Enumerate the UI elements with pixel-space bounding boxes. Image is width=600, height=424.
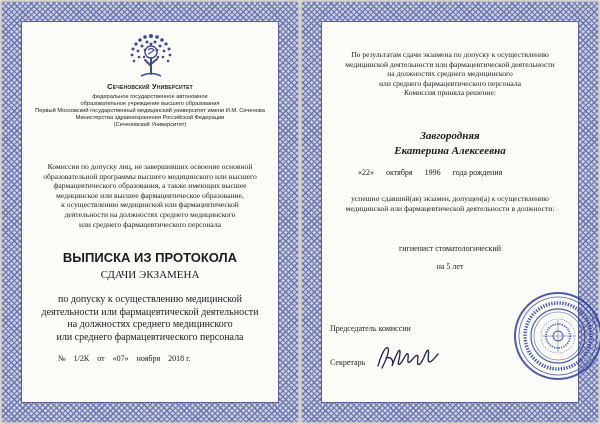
- holder-given-names: Екатерина Алексеевна: [394, 144, 506, 157]
- committee-line: образовательной программы высшего медицинского или высшего: [43, 171, 257, 181]
- protocol-number-label: №: [58, 354, 66, 363]
- holder-name: [322, 129, 578, 158]
- committee-line: к осуществлению медицинской или фармацевтической: [61, 200, 239, 210]
- purpose-line: или среднего фармацевтического персонала: [56, 331, 244, 343]
- purpose-line: деятельности или фармацевтической деятельности: [41, 306, 259, 318]
- exam-passed-statement: [322, 194, 578, 213]
- holder-surname: Завгородняя: [420, 130, 480, 142]
- admitted-position: гигиенист стоматологический: [398, 244, 502, 253]
- right-page: [302, 2, 598, 422]
- protocol-day: «07»: [112, 354, 129, 363]
- admission-term: на 5 лет: [436, 262, 464, 271]
- organization-line: федеральное государственное автономное: [92, 94, 208, 100]
- intro-line: на должностях среднего медицинского: [387, 69, 513, 79]
- organization-line: Министерства здравоохранения Российской Федерации: [75, 115, 225, 121]
- organization-line: образовательное учреждение высшего образования: [80, 101, 220, 107]
- protocol-from-label: от: [97, 354, 105, 363]
- right-page-content: [321, 21, 579, 403]
- protocol-month: ноября: [136, 354, 161, 363]
- committee-line: Комиссия по допуску лиц, не завершивших освоение основной: [47, 162, 253, 171]
- left-page: [2, 2, 298, 422]
- protocol-year: 2018 г.: [168, 354, 191, 363]
- committee-line: или среднего фармацевтического персонала: [78, 219, 221, 229]
- extract-subtitle: СДАЧИ ЭКЗАМЕНА: [100, 269, 200, 281]
- intro-line: медицинской деятельности или фармацевтической деятельности: [345, 59, 555, 69]
- passed-line: успешно сдавший(ая) экзамен, допущен(а) к осуществлению: [351, 194, 549, 203]
- birth-year: 1996: [424, 168, 441, 177]
- purpose-line: по допуску к осуществлению медицинской: [57, 294, 243, 305]
- intro-line: Комиссия приняла решение:: [404, 88, 496, 98]
- organization-block: [22, 94, 278, 129]
- committee-line: деятельности на должностях среднего медицинского: [64, 209, 236, 219]
- intro-line: или среднего фармацевтического персонала: [378, 78, 521, 88]
- extract-title: ВЫПИСКА ИЗ ПРОТОКОЛА: [62, 250, 238, 265]
- official-seal-icon: [512, 290, 600, 382]
- intro-line: По результатам сдачи экзамена по допуску к осуществлению: [351, 50, 549, 59]
- birth-month: октября: [386, 168, 413, 177]
- chair-signature-row: [330, 324, 411, 333]
- committee-line: фармацевтического образования, а также имеющих высшее: [53, 181, 247, 191]
- committee-description: [22, 162, 278, 229]
- organization-line: (Сеченовский Университет): [113, 122, 187, 128]
- exam-result-intro: [322, 50, 578, 98]
- protocol-number: 1/2К: [73, 354, 90, 363]
- purpose-line: на должностях среднего медицинского: [67, 319, 233, 330]
- secretary-label: Секретарь: [330, 358, 366, 367]
- passed-line: медицинской или фармацевтической деятельности в должности:: [345, 203, 555, 213]
- chair-label: Председатель комиссии: [330, 324, 411, 333]
- protocol-number-line: [58, 354, 197, 363]
- university-name: Сеченовский Университет: [107, 82, 193, 91]
- university-tree-logo-icon: [125, 30, 177, 82]
- secretary-signature-row: [330, 358, 365, 367]
- organization-line: Первый Московский государственный медицинский университет имени И.М. Сеченова: [35, 108, 265, 114]
- handwritten-signature-icon: [376, 342, 440, 372]
- committee-line: медицинское или высшее фармацевтическое образование,: [56, 190, 244, 200]
- birth-suffix: года рождения: [452, 168, 503, 177]
- left-page-content: [21, 21, 279, 403]
- birth-day: «22»: [358, 168, 374, 177]
- exam-purpose: [22, 294, 278, 344]
- birth-date-line: [358, 168, 512, 177]
